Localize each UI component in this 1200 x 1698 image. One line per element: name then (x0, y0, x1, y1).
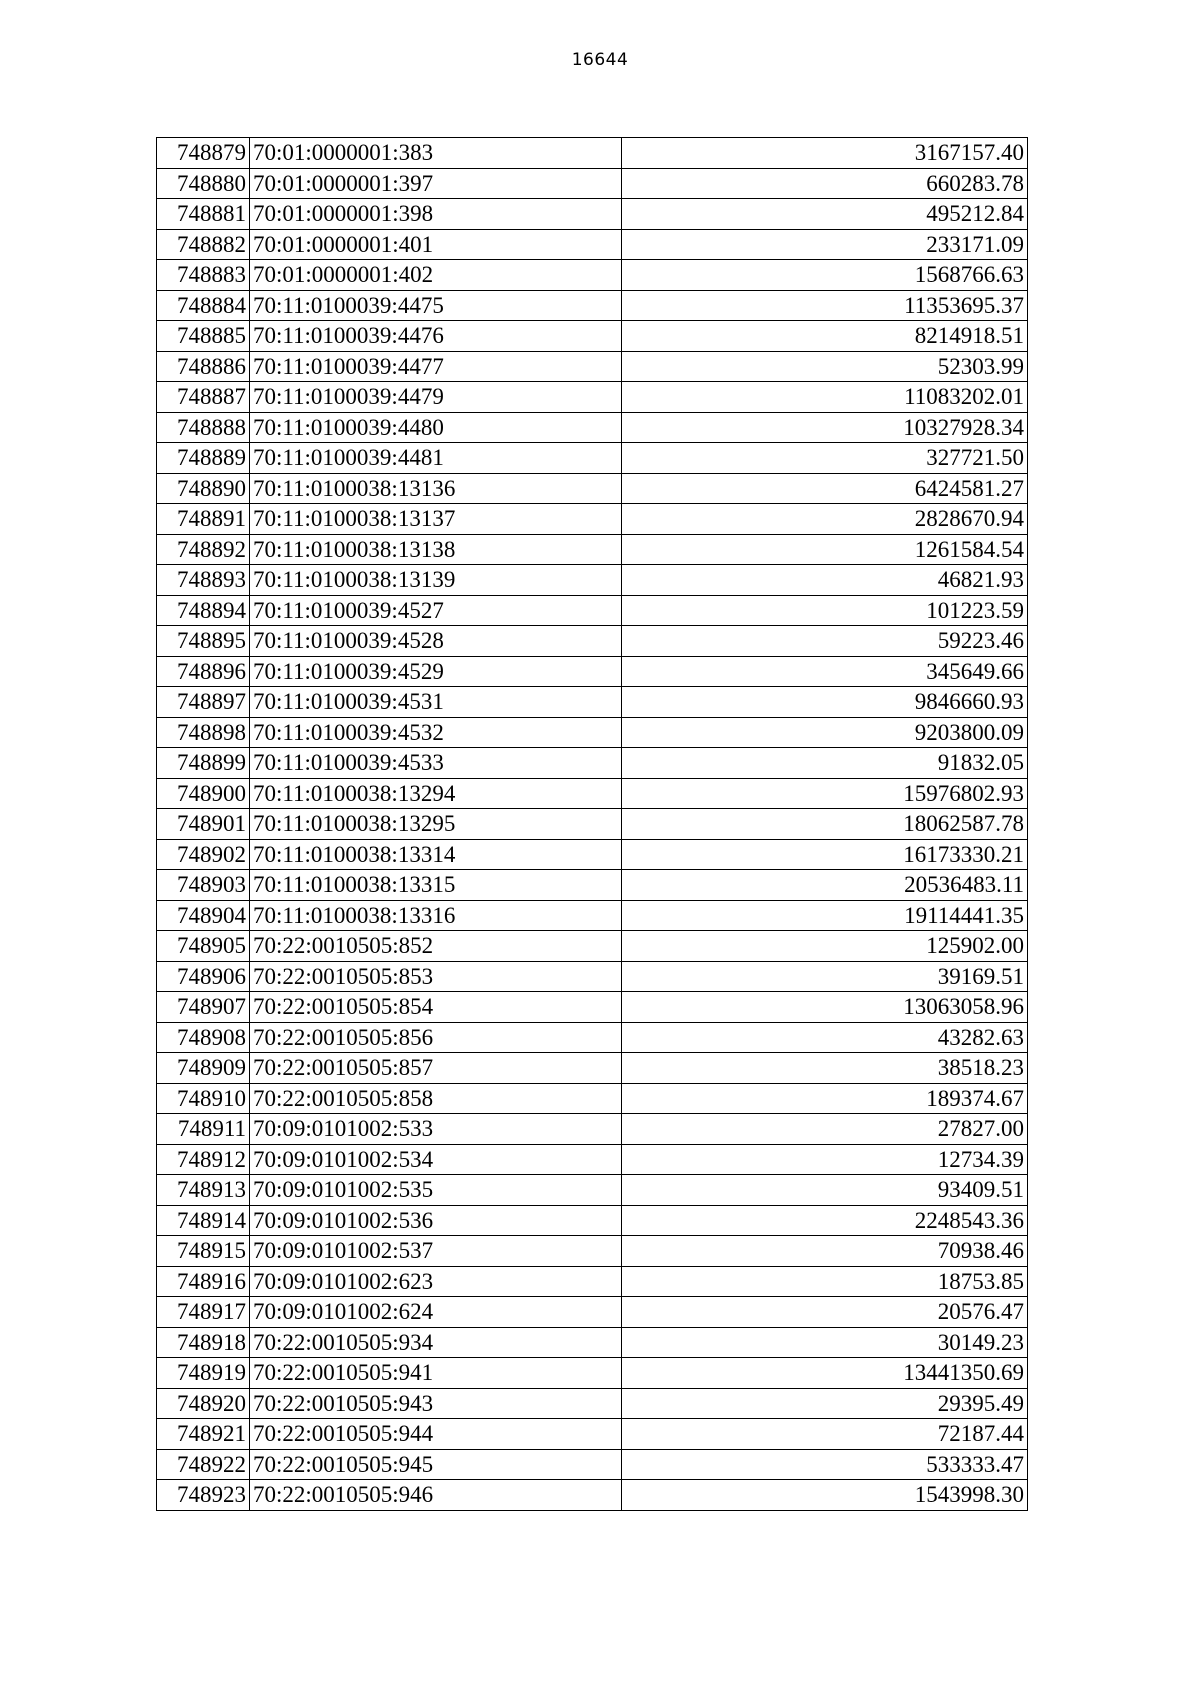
table-row (157, 1358, 1028, 1389)
row-number-cell: 748921 (157, 1419, 250, 1450)
table-row (157, 138, 1028, 169)
cadastral-number-cell: 70:11:0100039:4479 (250, 382, 622, 413)
cadastral-value-cell: 29395.49 (622, 1388, 1028, 1419)
cadastral-value-cell: 345649.66 (622, 656, 1028, 687)
table-body (157, 138, 1028, 1511)
row-number-cell: 748883 (157, 260, 250, 291)
table-row (157, 1266, 1028, 1297)
cadastral-value-cell: 495212.84 (622, 199, 1028, 230)
cadastral-number-cell: 70:09:0101002:624 (250, 1297, 622, 1328)
cadastral-number-cell: 70:01:0000001:383 (250, 138, 622, 169)
row-number-cell: 748889 (157, 443, 250, 474)
cadastral-number-cell: 70:22:0010505:944 (250, 1419, 622, 1450)
table-row (157, 717, 1028, 748)
table-row (157, 290, 1028, 321)
row-number-cell: 748912 (157, 1144, 250, 1175)
cadastral-number-cell: 70:11:0100039:4533 (250, 748, 622, 779)
row-number-cell: 748909 (157, 1053, 250, 1084)
cadastral-number-cell: 70:09:0101002:536 (250, 1205, 622, 1236)
row-number-cell: 748884 (157, 290, 250, 321)
cadastral-value-cell: 9846660.93 (622, 687, 1028, 718)
cadastral-value-cell: 52303.99 (622, 351, 1028, 382)
row-number-cell: 748915 (157, 1236, 250, 1267)
table-row (157, 870, 1028, 901)
table-row (157, 1480, 1028, 1511)
table-row (157, 1083, 1028, 1114)
cadastral-value-cell: 91832.05 (622, 748, 1028, 779)
row-number-cell: 748880 (157, 168, 250, 199)
table-row (157, 595, 1028, 626)
cadastral-value-cell: 20576.47 (622, 1297, 1028, 1328)
table-row (157, 1022, 1028, 1053)
cadastral-value-cell: 93409.51 (622, 1175, 1028, 1206)
cadastral-number-cell: 70:01:0000001:397 (250, 168, 622, 199)
row-number-cell: 748894 (157, 595, 250, 626)
row-number-cell: 748908 (157, 1022, 250, 1053)
row-number-cell: 748893 (157, 565, 250, 596)
table-row (157, 626, 1028, 657)
cadastral-number-cell: 70:22:0010505:853 (250, 961, 622, 992)
table-row (157, 534, 1028, 565)
row-number-cell: 748887 (157, 382, 250, 413)
cadastral-value-cell: 13441350.69 (622, 1358, 1028, 1389)
cadastral-number-cell: 70:11:0100039:4476 (250, 321, 622, 352)
cadastral-number-cell: 70:22:0010505:858 (250, 1083, 622, 1114)
cadastral-number-cell: 70:22:0010505:857 (250, 1053, 622, 1084)
cadastral-number-cell: 70:22:0010505:941 (250, 1358, 622, 1389)
cadastral-value-cell: 16173330.21 (622, 839, 1028, 870)
cadastral-value-cell: 39169.51 (622, 961, 1028, 992)
row-number-cell: 748879 (157, 138, 250, 169)
cadastral-value-cell: 70938.46 (622, 1236, 1028, 1267)
cadastral-value-cell: 15976802.93 (622, 778, 1028, 809)
cadastral-number-cell: 70:22:0010505:945 (250, 1449, 622, 1480)
cadastral-number-cell: 70:11:0100039:4528 (250, 626, 622, 657)
cadastral-value-cell: 72187.44 (622, 1419, 1028, 1450)
cadastral-number-cell: 70:01:0000001:401 (250, 229, 622, 260)
row-number-cell: 748918 (157, 1327, 250, 1358)
cadastral-value-cell: 43282.63 (622, 1022, 1028, 1053)
row-number-cell: 748911 (157, 1114, 250, 1145)
cadastral-value-cell: 38518.23 (622, 1053, 1028, 1084)
cadastral-value-cell: 1261584.54 (622, 534, 1028, 565)
row-number-cell: 748888 (157, 412, 250, 443)
cadastral-number-cell: 70:09:0101002:535 (250, 1175, 622, 1206)
row-number-cell: 748890 (157, 473, 250, 504)
cadastral-number-cell: 70:11:0100038:13138 (250, 534, 622, 565)
table-row (157, 1449, 1028, 1480)
cadastral-number-cell: 70:01:0000001:402 (250, 260, 622, 291)
table-row (157, 1205, 1028, 1236)
table-row (157, 504, 1028, 535)
row-number-cell: 748913 (157, 1175, 250, 1206)
table-row (157, 565, 1028, 596)
cadastral-value-cell: 660283.78 (622, 168, 1028, 199)
cadastral-number-cell: 70:22:0010505:934 (250, 1327, 622, 1358)
cadastral-value-cell: 533333.47 (622, 1449, 1028, 1480)
row-number-cell: 748910 (157, 1083, 250, 1114)
row-number-cell: 748896 (157, 656, 250, 687)
row-number-cell: 748892 (157, 534, 250, 565)
cadastral-number-cell: 70:11:0100038:13139 (250, 565, 622, 596)
cadastral-value-cell: 101223.59 (622, 595, 1028, 626)
table-row (157, 1419, 1028, 1450)
cadastral-number-cell: 70:11:0100038:13295 (250, 809, 622, 840)
row-number-cell: 748906 (157, 961, 250, 992)
cadastral-number-cell: 70:09:0101002:534 (250, 1144, 622, 1175)
table-row (157, 656, 1028, 687)
page-number: 16644 (571, 50, 629, 70)
cadastral-number-cell: 70:11:0100039:4475 (250, 290, 622, 321)
cadastral-value-cell: 125902.00 (622, 931, 1028, 962)
cadastral-value-cell: 189374.67 (622, 1083, 1028, 1114)
cadastral-value-cell: 2828670.94 (622, 504, 1028, 535)
cadastral-value-cell: 11353695.37 (622, 290, 1028, 321)
row-number-cell: 748900 (157, 778, 250, 809)
table-row (157, 1297, 1028, 1328)
table-row (157, 382, 1028, 413)
cadastral-number-cell: 70:22:0010505:854 (250, 992, 622, 1023)
row-number-cell: 748899 (157, 748, 250, 779)
cadastral-value-cell: 20536483.11 (622, 870, 1028, 901)
cadastral-value-cell: 1543998.30 (622, 1480, 1028, 1511)
cadastral-number-cell: 70:11:0100039:4532 (250, 717, 622, 748)
cadastral-number-cell: 70:11:0100038:13316 (250, 900, 622, 931)
row-number-cell: 748919 (157, 1358, 250, 1389)
cadastral-value-cell: 19114441.35 (622, 900, 1028, 931)
cadastral-value-cell: 3167157.40 (622, 138, 1028, 169)
cadastral-number-cell: 70:11:0100039:4477 (250, 351, 622, 382)
table-row (157, 473, 1028, 504)
cadastral-value-cell: 59223.46 (622, 626, 1028, 657)
cadastral-number-cell: 70:11:0100039:4480 (250, 412, 622, 443)
cadastral-value-table (156, 137, 1028, 1511)
table-row (157, 1175, 1028, 1206)
row-number-cell: 748897 (157, 687, 250, 718)
cadastral-number-cell: 70:22:0010505:946 (250, 1480, 622, 1511)
cadastral-value-cell: 11083202.01 (622, 382, 1028, 413)
cadastral-number-cell: 70:11:0100038:13137 (250, 504, 622, 535)
cadastral-value-cell: 233171.09 (622, 229, 1028, 260)
table-row (157, 260, 1028, 291)
cadastral-value-cell: 30149.23 (622, 1327, 1028, 1358)
cadastral-number-cell: 70:11:0100038:13136 (250, 473, 622, 504)
table-row (157, 1236, 1028, 1267)
row-number-cell: 748886 (157, 351, 250, 382)
row-number-cell: 748902 (157, 839, 250, 870)
row-number-cell: 748904 (157, 900, 250, 931)
cadastral-number-cell: 70:11:0100038:13294 (250, 778, 622, 809)
cadastral-value-cell: 2248543.36 (622, 1205, 1028, 1236)
cadastral-number-cell: 70:09:0101002:533 (250, 1114, 622, 1145)
row-number-cell: 748922 (157, 1449, 250, 1480)
cadastral-number-cell: 70:11:0100039:4481 (250, 443, 622, 474)
row-number-cell: 748881 (157, 199, 250, 230)
table-row (157, 748, 1028, 779)
cadastral-number-cell: 70:22:0010505:856 (250, 1022, 622, 1053)
cadastral-number-cell: 70:01:0000001:398 (250, 199, 622, 230)
table-row (157, 809, 1028, 840)
table-row (157, 839, 1028, 870)
cadastral-value-cell: 18753.85 (622, 1266, 1028, 1297)
table-row (157, 412, 1028, 443)
row-number-cell: 748905 (157, 931, 250, 962)
row-number-cell: 748891 (157, 504, 250, 535)
row-number-cell: 748901 (157, 809, 250, 840)
row-number-cell: 748882 (157, 229, 250, 260)
cadastral-value-cell: 13063058.96 (622, 992, 1028, 1023)
table-row (157, 961, 1028, 992)
cadastral-value-cell: 6424581.27 (622, 473, 1028, 504)
table-row (157, 1388, 1028, 1419)
table-row (157, 687, 1028, 718)
row-number-cell: 748923 (157, 1480, 250, 1511)
row-number-cell: 748903 (157, 870, 250, 901)
table-row (157, 229, 1028, 260)
cadastral-number-cell: 70:11:0100039:4531 (250, 687, 622, 718)
row-number-cell: 748898 (157, 717, 250, 748)
cadastral-number-cell: 70:11:0100038:13315 (250, 870, 622, 901)
cadastral-number-cell: 70:09:0101002:623 (250, 1266, 622, 1297)
cadastral-number-cell: 70:11:0100038:13314 (250, 839, 622, 870)
table-row (157, 992, 1028, 1023)
row-number-cell: 748914 (157, 1205, 250, 1236)
cadastral-number-cell: 70:11:0100039:4529 (250, 656, 622, 687)
cadastral-value-cell: 327721.50 (622, 443, 1028, 474)
cadastral-number-cell: 70:09:0101002:537 (250, 1236, 622, 1267)
row-number-cell: 748885 (157, 321, 250, 352)
table-row (157, 900, 1028, 931)
cadastral-number-cell: 70:22:0010505:943 (250, 1388, 622, 1419)
row-number-cell: 748920 (157, 1388, 250, 1419)
table-row (157, 1144, 1028, 1175)
table-row (157, 1053, 1028, 1084)
cadastral-value-cell: 1568766.63 (622, 260, 1028, 291)
table-row (157, 778, 1028, 809)
cadastral-value-cell: 46821.93 (622, 565, 1028, 596)
row-number-cell: 748907 (157, 992, 250, 1023)
cadastral-value-cell: 8214918.51 (622, 321, 1028, 352)
cadastral-value-cell: 10327928.34 (622, 412, 1028, 443)
cadastral-number-cell: 70:11:0100039:4527 (250, 595, 622, 626)
cadastral-value-cell: 9203800.09 (622, 717, 1028, 748)
table-row (157, 443, 1028, 474)
row-number-cell: 748895 (157, 626, 250, 657)
row-number-cell: 748916 (157, 1266, 250, 1297)
table-row (157, 1114, 1028, 1145)
table-row (157, 321, 1028, 352)
cadastral-value-cell: 12734.39 (622, 1144, 1028, 1175)
table-row (157, 199, 1028, 230)
cadastral-value-cell: 18062587.78 (622, 809, 1028, 840)
cadastral-value-cell: 27827.00 (622, 1114, 1028, 1145)
table-row (157, 1327, 1028, 1358)
table-row (157, 168, 1028, 199)
row-number-cell: 748917 (157, 1297, 250, 1328)
table-row (157, 931, 1028, 962)
cadastral-number-cell: 70:22:0010505:852 (250, 931, 622, 962)
table-row (157, 351, 1028, 382)
